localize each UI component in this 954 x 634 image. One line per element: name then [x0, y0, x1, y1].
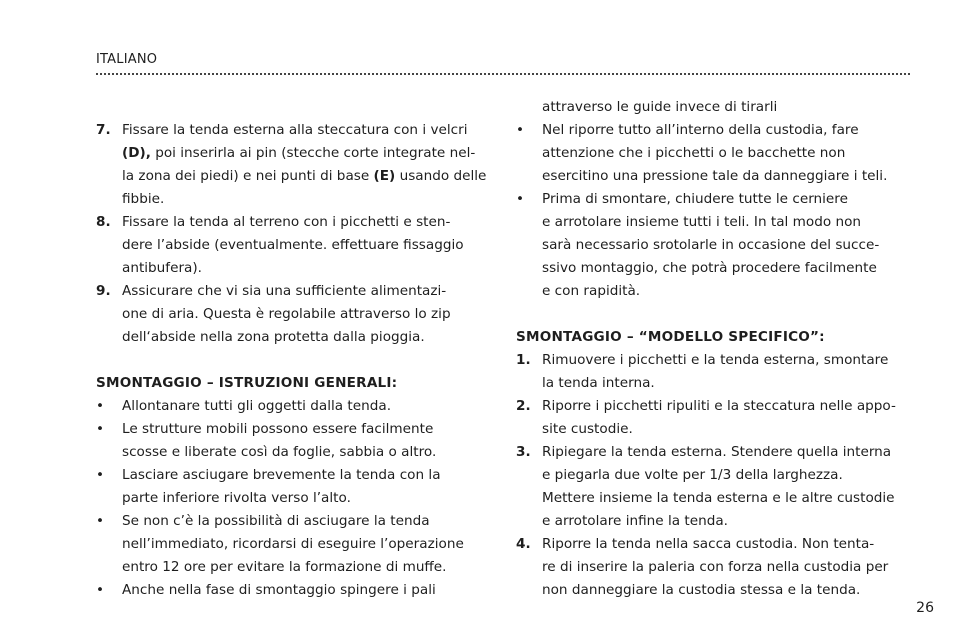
- bullet-text: Allontanare tutti gli oggetti dalla tenda.: [122, 398, 392, 414]
- step-number: 7.: [96, 122, 111, 138]
- step-text: Ripiegare la tenda esterna. Stendere quella interna e piegarla due volte per 1/3 della larghezza. Mettere insieme la tenda esterna e le altre custodie e arrotolare infine la tenda.: [542, 444, 895, 529]
- disassembly-step: [516, 441, 914, 533]
- bullet-item: [516, 188, 914, 303]
- bullet-item: [96, 510, 492, 579]
- bullet-icon: •: [516, 191, 525, 207]
- bullet-text: Prima di smontare, chiudere tutte le cerniere e arrotolare insieme tutti i teli. In tal modo non sarà necessario srotolarle in occasione del succe- ssivo montaggio, che potrà procedere facilmente e con rapidità.: [542, 191, 880, 299]
- bullet-icon: •: [96, 467, 105, 483]
- step-number: 3.: [516, 444, 531, 460]
- reference-letter: (E): [373, 168, 396, 184]
- section-heading: SMONTAGGIO – “MODELLO SPECIFICO”:: [516, 329, 825, 345]
- step-text: Rimuovere i picchetti e la tenda esterna, smontare la tenda interna.: [542, 352, 889, 391]
- step-text-part: poi inserirla ai pin (stecche corte integrate nel- la zona dei piedi) e nei punti di base: [122, 145, 476, 184]
- assembly-step: [96, 119, 492, 211]
- bullet-text: Lasciare asciugare brevemente la tenda con la parte inferiore rivolta verso l’alto.: [122, 467, 441, 506]
- right-column: [516, 96, 914, 602]
- bullet-text: Se non c’è la possibilità di asciugare la tenda nell’immediato, ricordarsi di eseguire l’operazione entro 12 ore per evitare la formazione di muffe.: [122, 513, 464, 575]
- step-number: 4.: [516, 536, 531, 552]
- page-number: 26: [916, 600, 934, 616]
- left-column: [96, 96, 492, 602]
- step-text-part: Fissare la tenda esterna alla steccatura con i velcri: [122, 122, 468, 138]
- bullet-item: [96, 395, 492, 418]
- bullet-icon: •: [96, 421, 105, 437]
- bullet-item: [96, 464, 492, 510]
- bullet-icon: •: [96, 582, 105, 598]
- bullet-icon: •: [516, 122, 525, 138]
- disassembly-step: [516, 395, 914, 441]
- step-text: Riporre i picchetti ripuliti e la steccatura nelle appo- site custodie.: [542, 398, 896, 437]
- step-text: Assicurare che vi sia una sufficiente alimentazi- one di aria. Questa è regolabile attraverso lo zip dell‘abside nella zona protetta dalla pioggia.: [122, 283, 451, 345]
- bullet-text: Anche nella fase di smontaggio spingere i pali: [122, 582, 436, 598]
- section-language-label: ITALIANO: [96, 52, 158, 67]
- bullet-text: Le strutture mobili possono essere facilmente scosse e liberate così da foglie, sabbia o altro.: [122, 421, 437, 460]
- step-number: 9.: [96, 283, 111, 299]
- step-text: Fissare la tenda al terreno con i picchetti e sten- dere l’abside (eventualmente. effettuare fissaggio antibufera).: [122, 214, 464, 276]
- spacer: [96, 349, 492, 372]
- bullet-item: [96, 579, 492, 602]
- bullet-item: [96, 418, 492, 464]
- header-dotted-divider: [96, 73, 910, 75]
- step-number: 1.: [516, 352, 531, 368]
- spacer: [516, 303, 914, 326]
- assembly-step: [96, 211, 492, 280]
- disassembly-step: [516, 349, 914, 395]
- step-number: 8.: [96, 214, 111, 230]
- section-heading: SMONTAGGIO – ISTRUZIONI GENERALI:: [96, 375, 398, 391]
- bullet-item: [516, 119, 914, 188]
- step-text: [122, 119, 492, 211]
- step-text: Riporre la tenda nella sacca custodia. Non tenta- re di inserire la paleria con forza nella custodia per non danneggiare la custodia stessa e la tenda.: [542, 536, 889, 598]
- step-number: 2.: [516, 398, 531, 414]
- spacer: [96, 96, 492, 119]
- bullet-text: Nel riporre tutto all’interno della custodia, fare attenzione che i picchetti o le bacchette non esercitino una pressione tale da danneggiare i teli.: [542, 122, 888, 184]
- bullet-icon: •: [96, 398, 105, 414]
- step-text-part: usando delle fibbie.: [122, 168, 487, 207]
- bullet-icon: •: [96, 513, 105, 529]
- disassembly-step: [516, 533, 914, 602]
- reference-letter: (D),: [122, 145, 151, 161]
- bullet-text: attraverso le guide invece di tirarli: [542, 99, 778, 115]
- bullet-continuation: [516, 96, 914, 119]
- assembly-step: [96, 280, 492, 349]
